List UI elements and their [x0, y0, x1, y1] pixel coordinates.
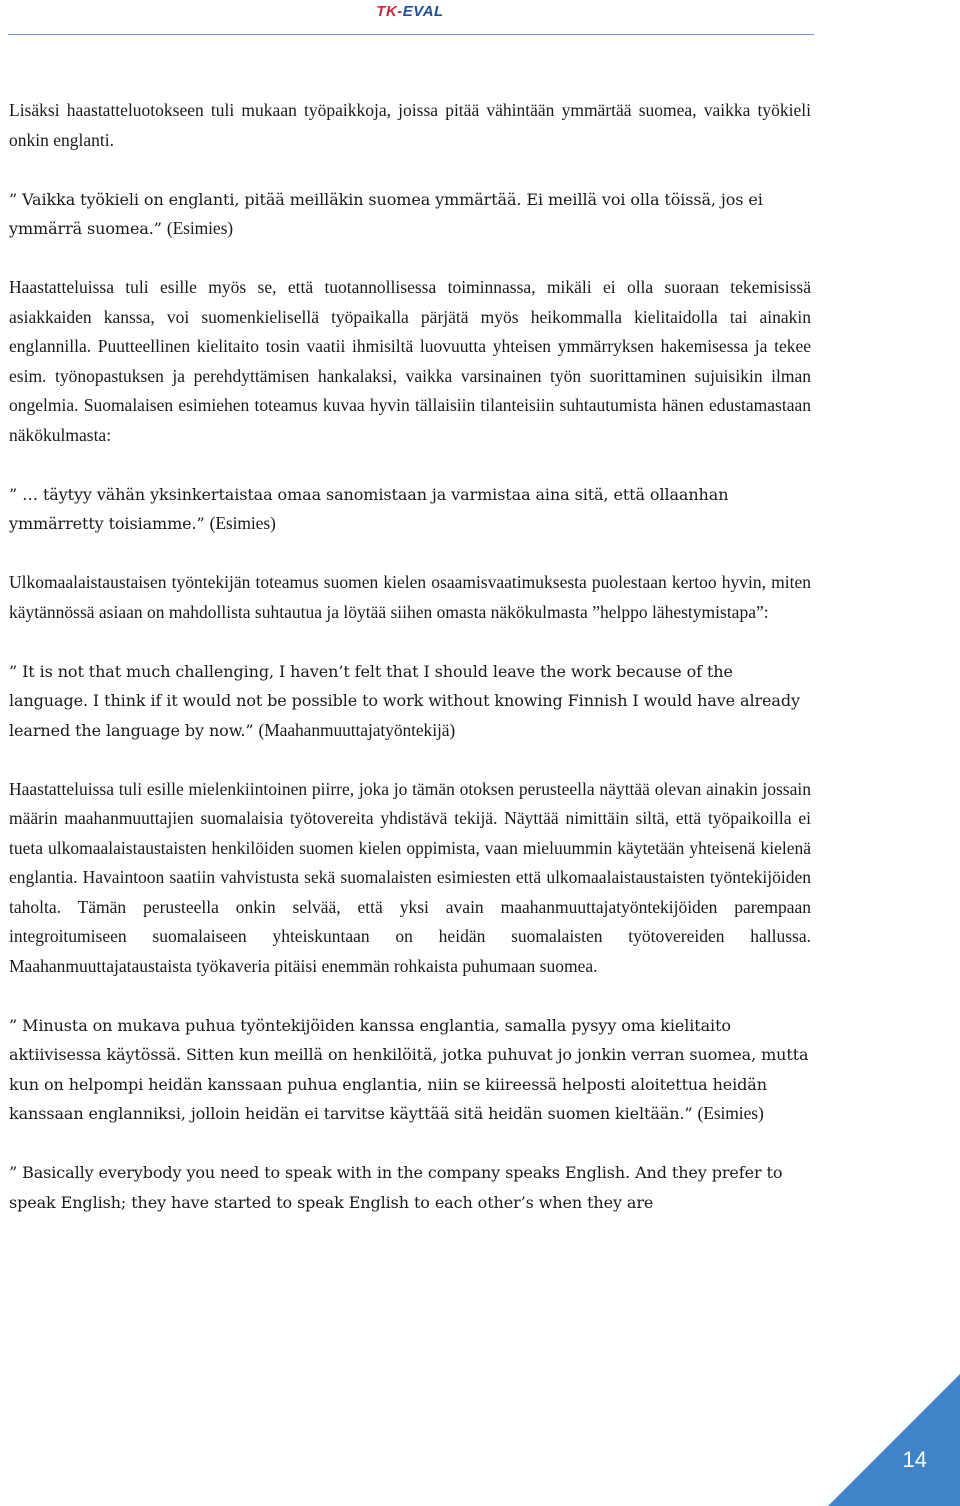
- tk-eval-logo: [0, 3, 820, 20]
- paragraph: Ulkomaalaistaustaisen työntekijän toteamus suomen kielen osaamisvaatimuksesta puolestaan kertoo hyvin, miten käytännössä asiaan on mahdollista suhtautua ja löytää siihen omasta näkökulmasta ”helppo lähestymistapa”:: [9, 572, 811, 622]
- quote-text: ” Basically everybody you need to speak with in the company speaks English. And they prefer to speak English; they have started to speak English to each other’s when they are: [9, 1163, 783, 1212]
- page-body: [9, 96, 811, 1247]
- quote-block: [9, 185, 811, 244]
- paragraph: Lisäksi haastatteluotokseen tuli mukaan työpaikkoja, joissa pitää vähintään ymmärtää suomea, vaikka työkieli onkin englanti.: [9, 100, 811, 150]
- quote-block: [9, 1011, 811, 1129]
- header-divider: [8, 34, 814, 35]
- paragraph: Haastatteluissa tuli esille mielenkiintoinen piirre, joka jo tämän otoksen perusteella näyttää olevan ainakin jossain määrin maahanmuuttajien suomalaisia työtovereita yhdistävä tekijä. Näyttää nimittäin siltä, että työpaikoilla ei tueta ulkomaalaistaustaisten henkilöiden suomen kielen oppimista, vaan mieluummin käytetään yhteisenä kielenä englantia. Havaintoon saatiin vahvistusta sekä suomalaisten esimiesten että ulkomaalaistaustaisten työntekijöiden taholta. Tämän perusteella onkin selvää, että yksi avain maahanmuuttajatyöntekijöiden parempaan integroitumiseen suomalaiseen yhteiskuntaan on heidän suomalaisten työtovereiden hallussa. Maahanmuuttajataustaista työkaveria pitäisi enemmän rohkaista puhumaan suomea.: [9, 778, 811, 976]
- quote-block: [9, 480, 811, 539]
- logo-suffix: EVAL: [402, 3, 444, 20]
- page-number: 14: [902, 1447, 927, 1472]
- quote-attribution: (Esimies): [697, 1103, 764, 1123]
- quote-attribution: (Esimies): [209, 513, 276, 533]
- quote-attribution: (Maahanmuuttajatyöntekijä): [258, 719, 456, 740]
- quote-block: [9, 1158, 811, 1217]
- logo-prefix: TK-: [376, 3, 403, 20]
- paragraph: Haastatteluissa tuli esille myös se, että tuotannollisessa toiminnassa, mikäli ei olla suoraan tekemisissä asiakkaiden kanssa, voi suomenkielisellä työpaikalla pärjätä myös heikommalla kielitaidolla tai ainakin englannilla. Puutteellinen kielitaito tosin vaatii ihmisiltä luovuutta yhteisen ymmärryksen hakemisessa ja tekee esim. työnopastuksen ja perehdyttämisen hankalaksi, vaikka varsinainen työn suorittaminen sujuisikin ilman ongelmia. Suomalaisen esimiehen toteamus kuvaa hyvin tällaisiin tilanteisiin suhtautumista hänen edustamastaan näkökulmasta:: [9, 277, 811, 445]
- quote-text: ” Vaikka työkieli on englanti, pitää meilläkin suomea ymmärtää. Ei meillä voi olla töissä, jos ei ymmärrä suomea.”: [9, 189, 763, 238]
- quote-text: ” … täytyy vähän yksinkertaistaa omaa sanomistaan ja varmistaa aina sitä, että ollaanhan ymmärretty toisiamme.”: [9, 484, 729, 533]
- quote-attribution: (Esimies): [166, 218, 234, 238]
- quote-text: ” Minusta on mukava puhua työntekijöiden kanssa englantia, samalla pysyy oma kielitaito aktiivisessa käytössä. Sitten kun meillä on henkilöitä, jotka puhuvat jo jonkin verran suomea, mutta kun on helpompi heidän kanssaan puhua englantia, niin se kiireessä helposti aloitettua heidän kanssaan englanniksi, jolloin heidän ei tarvitse käyttää sitä heidän suomen kieltään.”: [9, 1015, 809, 1123]
- page-corner-decoration: [828, 1374, 960, 1506]
- quote-block: [9, 657, 811, 746]
- quote-text: ” It is not that much challenging, I haven’t felt that I should leave the work because of the language. I think if it would not be possible to work without knowing Finnish I would have already learned the language by now.”: [9, 661, 800, 740]
